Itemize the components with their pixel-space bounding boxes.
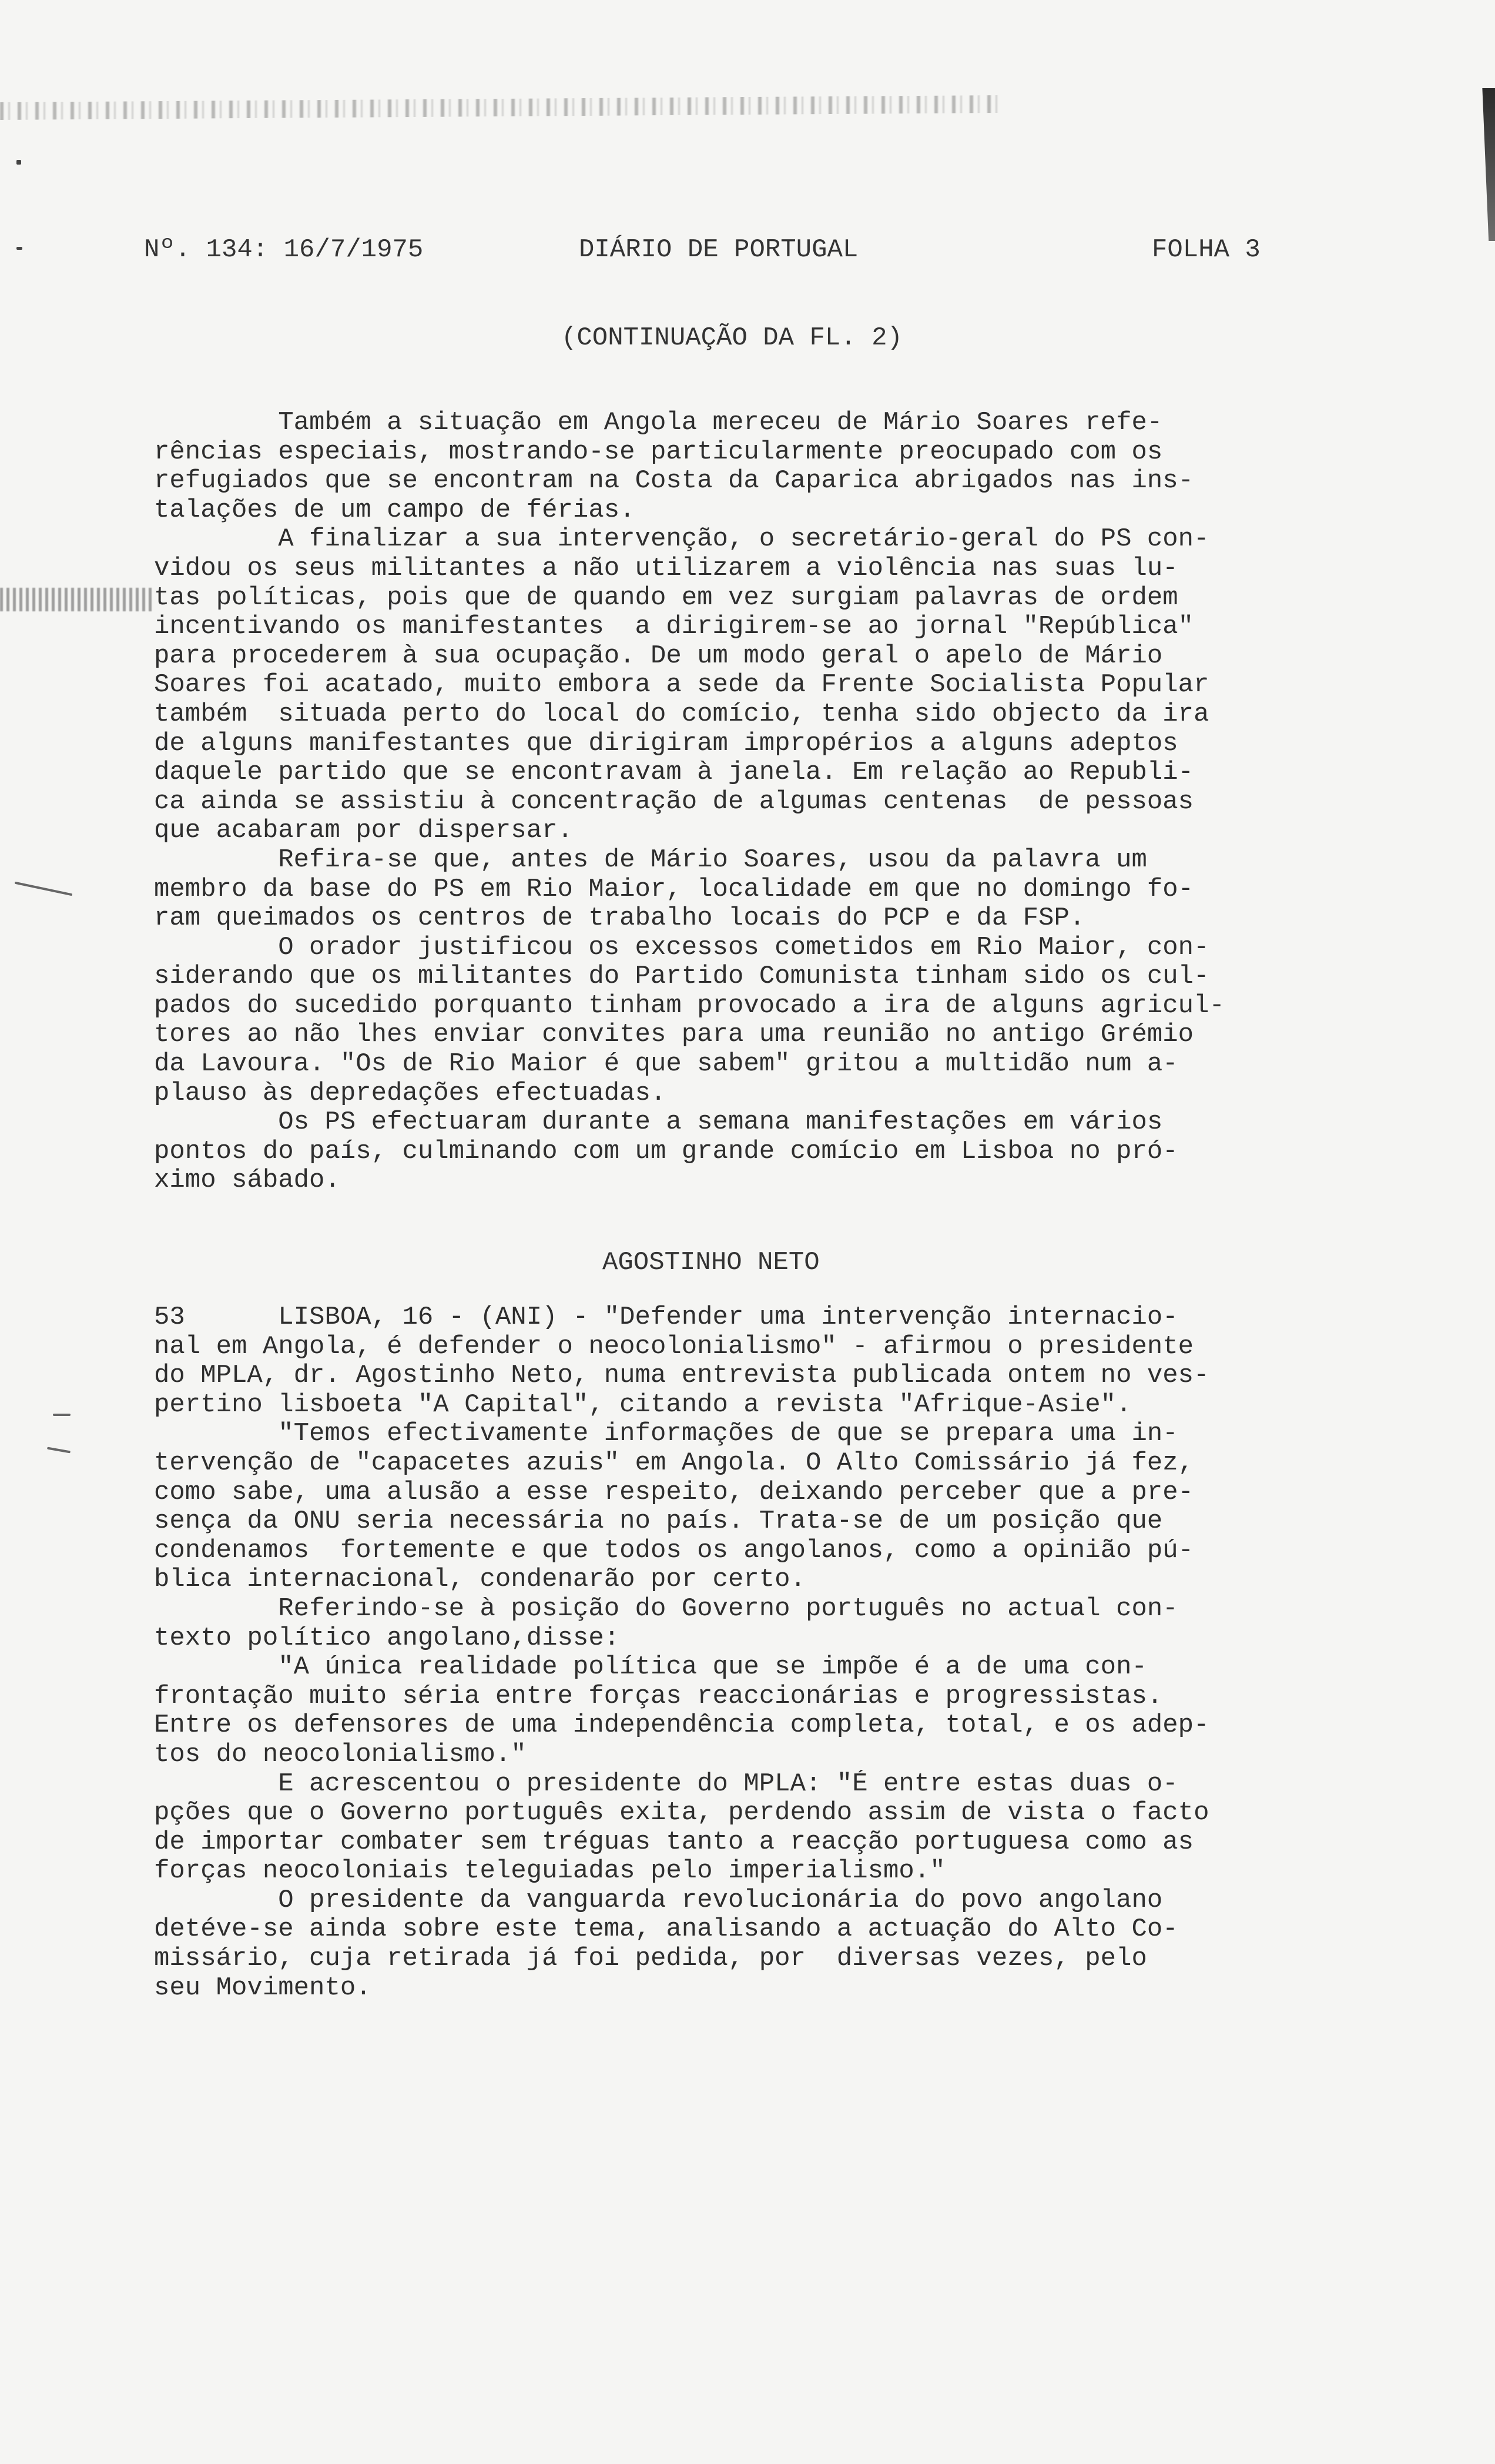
text-line: siderando que os militantes do Partido Comunista tinham sido os cul- [154, 962, 1209, 992]
text-line: vidou os seus militantes a não utilizarem a violência nas suas lu- [154, 554, 1178, 583]
text-line: plauso às depredações efectuadas. [154, 1079, 666, 1108]
text-line: ximo sábado. [154, 1166, 340, 1196]
text-line: de alguns manifestantes que dirigiram impropérios a alguns adeptos [154, 729, 1178, 758]
text-line: Os PS efectuaram durante a semana manifestações em vários [154, 1108, 1163, 1137]
text-line: de importar combater sem tréguas tanto a reacção portuguesa como as [154, 1827, 1194, 1857]
text-line: pções que o Governo português exita, perdendo assim de vista o facto [154, 1799, 1209, 1828]
text-line: "Temos efectivamente informações de que se prepara uma in- [154, 1420, 1178, 1449]
article-mario-soares [154, 409, 1373, 1196]
text-line: O presidente da vanguarda revolucionária do povo angolano [154, 1886, 1163, 1915]
text-line: blica internacional, condenarão por certo. [154, 1565, 806, 1595]
text-line: refugiados que se encontram na Costa da Caparica abrigados nas ins- [154, 467, 1194, 496]
text-line: tervenção de "capacetes azuis" em Angola. O Alto Comissário já fez, [154, 1448, 1194, 1478]
text-line: 53 LISBOA, 16 - (ANI) - "Defender uma intervenção internacio- [154, 1303, 1178, 1332]
text-line: daquele partido que se encontravam à janela. Em relação ao Republi- [154, 758, 1194, 788]
text-line: forças neocoloniais teleguiadas pelo imperialismo." [154, 1857, 946, 1886]
article-agostinho-neto [154, 1303, 1373, 2003]
text-line: missário, cuja retirada já foi pedida, por diversas vezes, pelo [154, 1944, 1147, 1974]
text-line: rências especiais, mostrando-se particularmente preocupado com os [154, 437, 1163, 467]
text-line: condenamos fortemente e que todos os angolanos, como a opinião pú- [154, 1536, 1194, 1565]
text-line: para procederem à sua ocupação. De um modo geral o apelo de Mário [154, 641, 1163, 671]
text-line: tos do neocolonialismo." [154, 1740, 527, 1769]
text-line: talações de um campo de férias. [154, 496, 635, 525]
scan-noise-right-edge [1474, 88, 1495, 241]
margin-mark [16, 160, 21, 165]
text-line: sença da ONU seria necessária no país. Trata-se de um posição que [154, 1507, 1163, 1536]
issue-number-date: Nº. 134: 16/7/1975 [144, 235, 424, 265]
text-line: seu Movimento. [154, 1973, 371, 2003]
text-line: pertino lisboeta "A Capital", citando a revista "Afrique-Asie". [154, 1390, 1132, 1420]
text-line: da Lavoura. "Os de Rio Maior é que sabem" gritou a multidão num a- [154, 1050, 1178, 1079]
text-line: tas políticas, pois que de quando em vez surgiam palavras de ordem [154, 583, 1178, 612]
sheet-number: FOLHA 3 [1152, 235, 1261, 265]
text-line: membro da base do PS em Rio Maior, localidade em que no domingo fo- [154, 875, 1194, 904]
text-line: do MPLA, dr. Agostinho Neto, numa entrevista publicada ontem no ves- [154, 1361, 1209, 1391]
text-line: A finalizar a sua intervenção, o secretário-geral do PS con- [154, 525, 1209, 554]
text-line: texto político angolano,disse: [154, 1623, 620, 1653]
text-line: Referindo-se à posição do Governo português no actual con- [154, 1594, 1178, 1623]
text-line: Também a situação em Angola mereceu de Mário Soares refe- [154, 409, 1163, 437]
text-line: também situada perto do local do comício, tenha sido objecto da ira [154, 699, 1209, 729]
text-line: incentivando os manifestantes a dirigirem-se ao jornal "República" [154, 612, 1194, 642]
section-heading: AGOSTINHO NETO [602, 1248, 820, 1277]
text-line: Refira-se que, antes de Mário Soares, usou da palavra um [154, 845, 1147, 875]
text-line: pontos do país, culminando com um grande comício em Lisboa no pró- [154, 1137, 1178, 1166]
text-line: frontação muito séria entre forças reaccionárias e progressistas. [154, 1682, 1163, 1711]
margin-mark [53, 1414, 71, 1416]
margin-mark [15, 882, 73, 896]
newspaper-title: DIÁRIO DE PORTUGAL [579, 235, 859, 265]
text-line: ram queimados os centros de trabalho locais do PCP e da FSP. [154, 904, 1085, 933]
text-line: tores ao não lhes enviar convites para uma reunião no antigo Grémio [154, 1020, 1194, 1050]
text-line: como sabe, uma alusão a esse respeito, deixando perceber que a pre- [154, 1478, 1194, 1507]
margin-mark [16, 247, 22, 250]
margin-mark [47, 1447, 71, 1454]
text-line: que acabaram por dispersar. [154, 816, 573, 846]
text-line: detéve-se ainda sobre este tema, analisando a actuação do Alto Co- [154, 1915, 1178, 1944]
text-line: O orador justificou os excessos cometidos em Rio Maior, con- [154, 933, 1209, 962]
scan-noise-top [0, 88, 999, 123]
text-line: Soares foi acatado, muito embora a sede da Frente Socialista Popular [154, 671, 1209, 700]
text-line: E acrescentou o presidente do MPLA: "É entre estas duas o- [154, 1769, 1178, 1799]
continuation-note: (CONTINUAÇÃO DA FL. 2) [561, 323, 903, 353]
text-line: nal em Angola, é defender o neocolonialismo" - afirmou o presidente [154, 1332, 1194, 1361]
scan-noise-left [0, 588, 153, 611]
text-line: ca ainda se assistiu à concentração de algumas centenas de pessoas [154, 787, 1194, 816]
text-line: Entre os defensores de uma independência completa, total, e os adep- [154, 1711, 1209, 1740]
text-line: "A única realidade política que se impõe é a de uma con- [154, 1653, 1147, 1682]
page-header [144, 229, 1378, 270]
text-line: pados do sucedido porquanto tinham provocado a ira de alguns agricul- [154, 991, 1225, 1020]
